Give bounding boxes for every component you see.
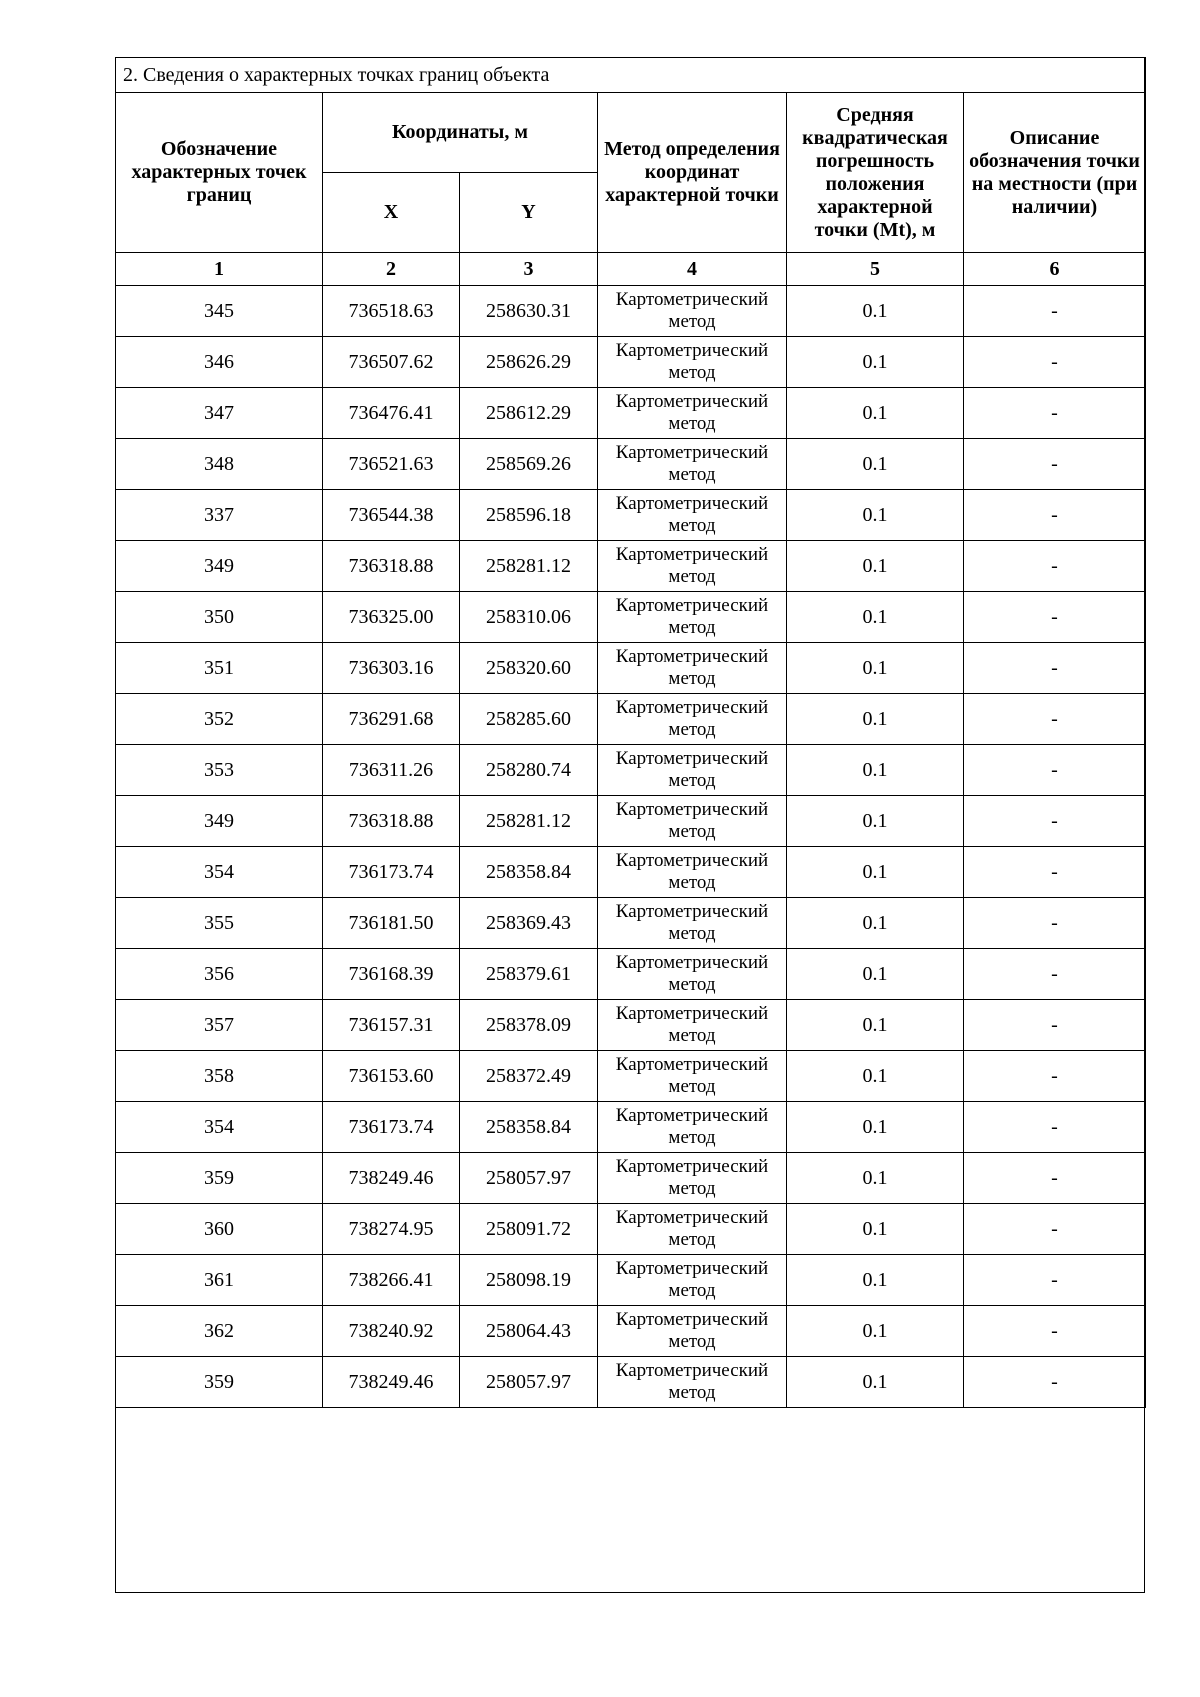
table-row (116, 1051, 1146, 1102)
accuracy-cell: 0.1 (787, 1357, 964, 1408)
point-designation-cell: 350 (116, 592, 323, 643)
description-cell: - (964, 796, 1146, 847)
accuracy-cell: 0.1 (787, 541, 964, 592)
method-cell: Картометрический метод (598, 1204, 787, 1255)
point-designation-cell: 360 (116, 1204, 323, 1255)
x-coordinate-cell: 736168.39 (323, 949, 460, 1000)
table-row (116, 643, 1146, 694)
description-cell: - (964, 643, 1146, 694)
column-numbers-row (116, 253, 1146, 286)
accuracy-cell: 0.1 (787, 1102, 964, 1153)
column-number: 6 (964, 253, 1146, 286)
table-row (116, 592, 1146, 643)
description-cell: - (964, 286, 1146, 337)
y-coordinate-cell: 258630.31 (460, 286, 598, 337)
table-row (116, 898, 1146, 949)
point-designation-cell: 358 (116, 1051, 323, 1102)
description-cell: - (964, 949, 1146, 1000)
x-coordinate-cell: 736518.63 (323, 286, 460, 337)
table-row (116, 1255, 1146, 1306)
table-row (116, 541, 1146, 592)
x-coordinate-cell: 736318.88 (323, 541, 460, 592)
description-cell: - (964, 847, 1146, 898)
column-number: 5 (787, 253, 964, 286)
y-coordinate-cell: 258612.29 (460, 388, 598, 439)
boundary-points-table (115, 57, 1146, 1408)
description-cell: - (964, 439, 1146, 490)
y-coordinate-cell: 258358.84 (460, 1102, 598, 1153)
description-cell: - (964, 337, 1146, 388)
x-coordinate-cell: 736173.74 (323, 1102, 460, 1153)
point-designation-cell: 361 (116, 1255, 323, 1306)
accuracy-cell: 0.1 (787, 592, 964, 643)
x-coordinate-cell: 736173.74 (323, 847, 460, 898)
accuracy-cell: 0.1 (787, 337, 964, 388)
description-cell: - (964, 1255, 1146, 1306)
y-coordinate-cell: 258281.12 (460, 541, 598, 592)
table-row (116, 286, 1146, 337)
point-designation-cell: 359 (116, 1357, 323, 1408)
method-cell: Картометрический метод (598, 1102, 787, 1153)
accuracy-cell: 0.1 (787, 490, 964, 541)
y-coordinate-cell: 258280.74 (460, 745, 598, 796)
x-coordinate-cell: 736153.60 (323, 1051, 460, 1102)
accuracy-cell: 0.1 (787, 847, 964, 898)
y-coordinate-cell: 258281.12 (460, 796, 598, 847)
accuracy-cell: 0.1 (787, 1000, 964, 1051)
method-cell: Картометрический метод (598, 1306, 787, 1357)
header-method: Метод определения координат характерной точки (598, 93, 787, 253)
section-title: 2. Сведения о характерных точках границ объекта (116, 58, 1146, 93)
x-coordinate-cell: 736157.31 (323, 1000, 460, 1051)
table-row (116, 1357, 1146, 1408)
y-coordinate-cell: 258369.43 (460, 898, 598, 949)
point-designation-cell: 354 (116, 847, 323, 898)
method-cell: Картометрический метод (598, 592, 787, 643)
accuracy-cell: 0.1 (787, 745, 964, 796)
description-cell: - (964, 490, 1146, 541)
column-number: 2 (323, 253, 460, 286)
accuracy-cell: 0.1 (787, 949, 964, 1000)
y-coordinate-cell: 258596.18 (460, 490, 598, 541)
x-coordinate-cell: 736325.00 (323, 592, 460, 643)
point-designation-cell: 357 (116, 1000, 323, 1051)
description-cell: - (964, 388, 1146, 439)
method-cell: Картометрический метод (598, 286, 787, 337)
table-row (116, 1102, 1146, 1153)
table-body (116, 286, 1146, 1408)
x-coordinate-cell: 738249.46 (323, 1153, 460, 1204)
table-row (116, 745, 1146, 796)
method-cell: Картометрический метод (598, 1000, 787, 1051)
accuracy-cell: 0.1 (787, 1255, 964, 1306)
x-coordinate-cell: 736311.26 (323, 745, 460, 796)
point-designation-cell: 349 (116, 796, 323, 847)
description-cell: - (964, 1204, 1146, 1255)
method-cell: Картометрический метод (598, 643, 787, 694)
y-coordinate-cell: 258372.49 (460, 1051, 598, 1102)
method-cell: Картометрический метод (598, 1357, 787, 1408)
accuracy-cell: 0.1 (787, 796, 964, 847)
x-coordinate-cell: 736291.68 (323, 694, 460, 745)
description-cell: - (964, 1357, 1146, 1408)
y-coordinate-cell: 258098.19 (460, 1255, 598, 1306)
method-cell: Картометрический метод (598, 1051, 787, 1102)
description-cell: - (964, 592, 1146, 643)
method-cell: Картометрический метод (598, 745, 787, 796)
y-coordinate-cell: 258285.60 (460, 694, 598, 745)
description-cell: - (964, 1102, 1146, 1153)
y-coordinate-cell: 258091.72 (460, 1204, 598, 1255)
accuracy-cell: 0.1 (787, 439, 964, 490)
x-coordinate-cell: 736181.50 (323, 898, 460, 949)
x-coordinate-cell: 736476.41 (323, 388, 460, 439)
header-coordinates: Координаты, м (323, 93, 598, 173)
table-row (116, 1153, 1146, 1204)
method-cell: Картометрический метод (598, 541, 787, 592)
table-row (116, 388, 1146, 439)
description-cell: - (964, 1051, 1146, 1102)
method-cell: Картометрический метод (598, 796, 787, 847)
x-coordinate-cell: 736318.88 (323, 796, 460, 847)
x-coordinate-cell: 738266.41 (323, 1255, 460, 1306)
table-row (116, 796, 1146, 847)
point-designation-cell: 345 (116, 286, 323, 337)
table-row (116, 1204, 1146, 1255)
point-designation-cell: 353 (116, 745, 323, 796)
point-designation-cell: 351 (116, 643, 323, 694)
table-row (116, 1306, 1146, 1357)
y-coordinate-cell: 258057.97 (460, 1357, 598, 1408)
accuracy-cell: 0.1 (787, 1051, 964, 1102)
point-designation-cell: 347 (116, 388, 323, 439)
column-number: 4 (598, 253, 787, 286)
point-designation-cell: 355 (116, 898, 323, 949)
header-y: Y (460, 173, 598, 253)
method-cell: Картометрический метод (598, 847, 787, 898)
accuracy-cell: 0.1 (787, 694, 964, 745)
point-designation-cell: 359 (116, 1153, 323, 1204)
y-coordinate-cell: 258569.26 (460, 439, 598, 490)
description-cell: - (964, 694, 1146, 745)
method-cell: Картометрический метод (598, 898, 787, 949)
table-row (116, 1000, 1146, 1051)
table-row (116, 949, 1146, 1000)
x-coordinate-cell: 738240.92 (323, 1306, 460, 1357)
point-designation-cell: 356 (116, 949, 323, 1000)
point-designation-cell: 362 (116, 1306, 323, 1357)
header-description: Описание обозначения точки на местности (при наличии) (964, 93, 1146, 253)
x-coordinate-cell: 736544.38 (323, 490, 460, 541)
y-coordinate-cell: 258379.61 (460, 949, 598, 1000)
method-cell: Картометрический метод (598, 694, 787, 745)
y-coordinate-cell: 258057.97 (460, 1153, 598, 1204)
header-accuracy: Средняя квадратическая погрешность положения характерной точки (Mt), м (787, 93, 964, 253)
table-row (116, 847, 1146, 898)
method-cell: Картометрический метод (598, 1255, 787, 1306)
description-cell: - (964, 1000, 1146, 1051)
accuracy-cell: 0.1 (787, 898, 964, 949)
description-cell: - (964, 898, 1146, 949)
accuracy-cell: 0.1 (787, 1153, 964, 1204)
table-row (116, 439, 1146, 490)
x-coordinate-cell: 736521.63 (323, 439, 460, 490)
point-designation-cell: 349 (116, 541, 323, 592)
table-row (116, 490, 1146, 541)
header-point-designation: Обозначение характерных точек границ (116, 93, 323, 253)
table-row (116, 694, 1146, 745)
accuracy-cell: 0.1 (787, 388, 964, 439)
x-coordinate-cell: 738274.95 (323, 1204, 460, 1255)
point-designation-cell: 354 (116, 1102, 323, 1153)
point-designation-cell: 348 (116, 439, 323, 490)
table-row (116, 337, 1146, 388)
description-cell: - (964, 1153, 1146, 1204)
y-coordinate-cell: 258320.60 (460, 643, 598, 694)
header-x: X (323, 173, 460, 253)
method-cell: Картометрический метод (598, 388, 787, 439)
column-number: 3 (460, 253, 598, 286)
method-cell: Картометрический метод (598, 1153, 787, 1204)
description-cell: - (964, 1306, 1146, 1357)
method-cell: Картометрический метод (598, 490, 787, 541)
y-coordinate-cell: 258310.06 (460, 592, 598, 643)
method-cell: Картометрический метод (598, 439, 787, 490)
accuracy-cell: 0.1 (787, 643, 964, 694)
column-number: 1 (116, 253, 323, 286)
y-coordinate-cell: 258064.43 (460, 1306, 598, 1357)
x-coordinate-cell: 738249.46 (323, 1357, 460, 1408)
y-coordinate-cell: 258626.29 (460, 337, 598, 388)
point-designation-cell: 352 (116, 694, 323, 745)
description-cell: - (964, 541, 1146, 592)
accuracy-cell: 0.1 (787, 1306, 964, 1357)
description-cell: - (964, 745, 1146, 796)
point-designation-cell: 337 (116, 490, 323, 541)
y-coordinate-cell: 258358.84 (460, 847, 598, 898)
accuracy-cell: 0.1 (787, 1204, 964, 1255)
method-cell: Картометрический метод (598, 949, 787, 1000)
x-coordinate-cell: 736507.62 (323, 337, 460, 388)
x-coordinate-cell: 736303.16 (323, 643, 460, 694)
point-designation-cell: 346 (116, 337, 323, 388)
y-coordinate-cell: 258378.09 (460, 1000, 598, 1051)
method-cell: Картометрический метод (598, 337, 787, 388)
accuracy-cell: 0.1 (787, 286, 964, 337)
